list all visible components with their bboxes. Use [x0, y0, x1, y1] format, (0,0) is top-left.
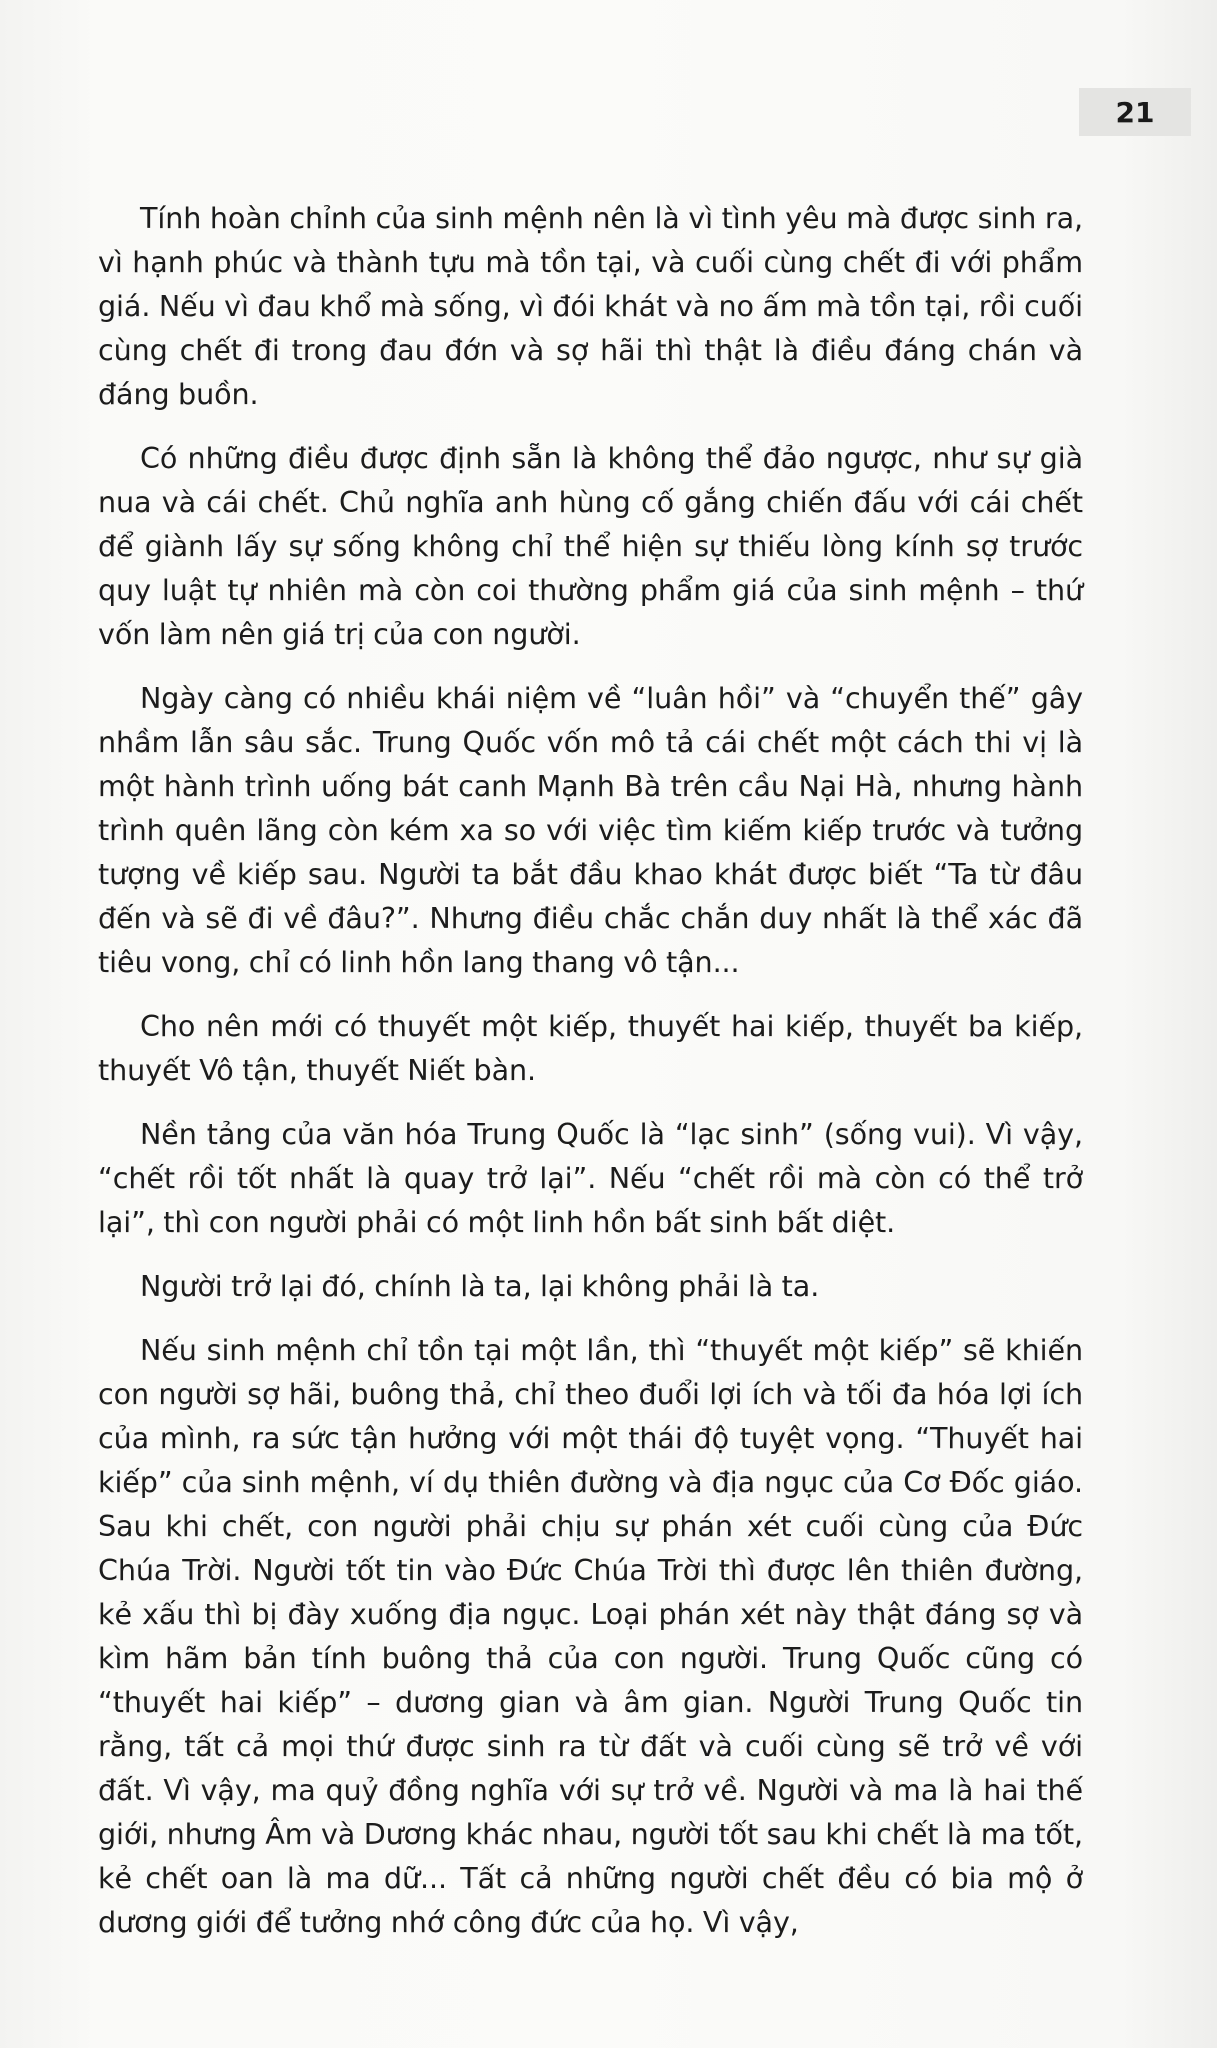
page-number: 21 — [1115, 95, 1155, 129]
body-text — [98, 196, 1083, 1964]
paragraph: Có những điều được định sẵn là không thể đảo ngược, như sự già nua và cái chết. Chủ nghĩa anh hùng cố gắng chiến đấu với cái chết để giành lấy sự sống không chỉ thể hiện sự thiếu lòng kính sợ trước quy luật tự nhiên mà còn coi thường phẩm giá của sinh mệnh – thứ vốn làm nên giá trị của con người. — [98, 441, 1083, 651]
paragraph: Nền tảng của văn hóa Trung Quốc là “lạc sinh” (sống vui). Vì vậy, “chết rồi tốt nhất là quay trở lại”. Nếu “chết rồi mà còn có thể trở lại”, thì con người phải có một linh hồn bất sinh bất diệt. — [98, 1117, 1083, 1239]
paragraph: Nếu sinh mệnh chỉ tồn tại một lần, thì “thuyết một kiếp” sẽ khiến con người sợ hãi, buông thả, chỉ theo đuổi lợi ích và tối đa hóa lợi ích của mình, ra sức tận hưởng với một thái độ tuyệt vọng. “Thuyết hai kiếp” của sinh mệnh, ví dụ thiên đường và địa ngục của Cơ Đốc giáo. Sau khi chết, con người phải chịu sự phán xét cuối cùng của Đức Chúa Trời. Người tốt tin vào Đức Chúa Trời thì được lên thiên đường, kẻ xấu thì bị đày xuống địa ngục. Loại phán xét này thật đáng sợ và kìm hãm bản tính buông thả của con người. Trung Quốc cũng có “thuyết hai kiếp” – dương gian và âm gian. Người Trung Quốc tin rằng, tất cả mọi thứ được sinh ra từ đất và cuối cùng sẽ trở về với đất. Vì vậy, ma quỷ đồng nghĩa với sự trở về. Người và ma là hai thế giới, nhưng Âm và Dương khác nhau, người tốt sau khi chết là ma tốt, kẻ chết oan là ma dữ... Tất cả những người chết đều có bia mộ ở dương giới để tưởng nhớ công đức của họ. Vì vậy, — [98, 1333, 1083, 1939]
page-number-tab — [1079, 88, 1191, 136]
paragraph: Cho nên mới có thuyết một kiếp, thuyết hai kiếp, thuyết ba kiếp, thuyết Vô tận, thuyết Niết bàn. — [98, 1009, 1083, 1087]
paragraph: Ngày càng có nhiều khái niệm về “luân hồi” và “chuyển thế” gây nhầm lẫn sâu sắc. Trung Quốc vốn mô tả cái chết một cách thi vị là một hành trình uống bát canh Mạnh Bà trên cầu Nại Hà, nhưng hành trình quên lãng còn kém xa so với việc tìm kiếm kiếp trước và tưởng tượng về kiếp sau. Người ta bắt đầu khao khát được biết “Ta từ đâu đến và sẽ đi về đâu?”. Nhưng điều chắc chắn duy nhất là thể xác đã tiêu vong, chỉ có linh hồn lang thang vô tận... — [98, 681, 1083, 979]
paragraph: Người trở lại đó, chính là ta, lại không phải là ta. — [140, 1269, 820, 1303]
paragraph: Tính hoàn chỉnh của sinh mệnh nên là vì tình yêu mà được sinh ra, vì hạnh phúc và thành tựu mà tồn tại, và cuối cùng chết đi với phẩm giá. Nếu vì đau khổ mà sống, vì đói khát và no ấm mà tồn tại, rồi cuối cùng chết đi trong đau đớn và sợ hãi thì thật là điều đáng chán và đáng buồn. — [98, 201, 1083, 411]
